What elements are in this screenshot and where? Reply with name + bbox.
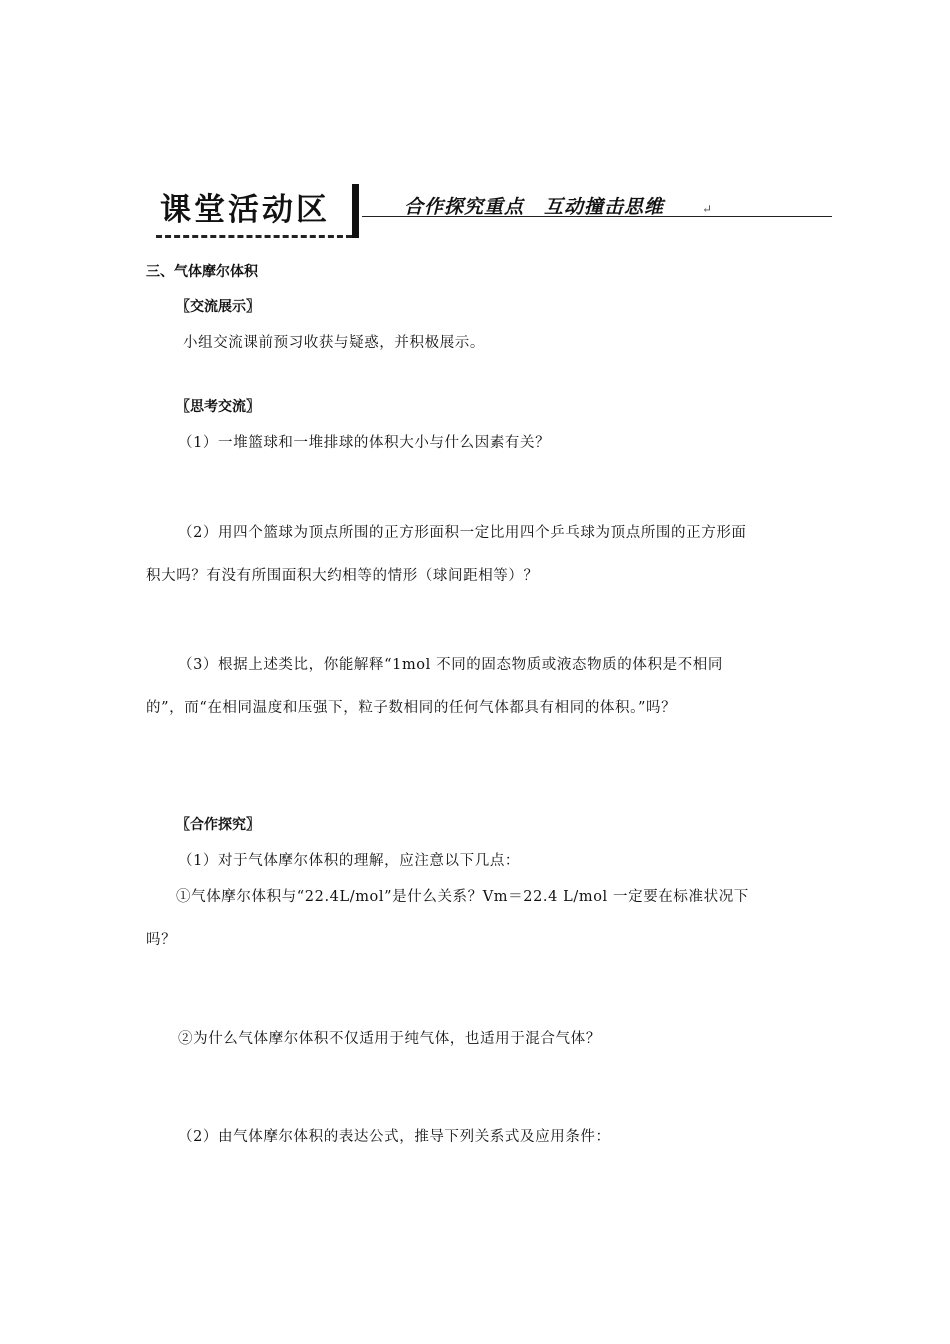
cooperation-p2: （2）由气体摩尔体积的表达公式，推导下列关系式及应用条件： <box>178 1129 611 1145</box>
banner-slogan: 合作探究重点 互动撞击思维 <box>404 196 665 218</box>
thinking-q2-line1: （2）用四个篮球为顶点所围的正方形面积一定比用四个乒乓球为顶点所围的正方形面 <box>178 525 747 541</box>
banner-title: 课堂活动区 <box>160 192 330 228</box>
banner-divider-bar <box>352 184 359 238</box>
banner-rule <box>362 216 832 217</box>
thinking-q3-line1: （3）根据上述类比，你能解释“1mol 不同的固态物质或液态物质的体积是不相同 <box>178 657 723 673</box>
section-heading: 三、气体摩尔体积 <box>146 264 258 280</box>
thinking-q1: （1）一堆篮球和一堆排球的体积大小与什么因素有关？ <box>178 435 551 451</box>
cooperation-c2: ②为什么气体摩尔体积不仅适用于纯气体，也适用于混合气体？ <box>178 1031 601 1047</box>
exchange-text: 小组交流课前预习收获与疑惑，并积极展示。 <box>183 335 485 351</box>
cooperation-c1-line1: ①气体摩尔体积与“22.4L/mol”是什么关系？Vm＝22.4 L/mol 一定要在标准状况下 <box>176 889 749 905</box>
thinking-q3-line2: 的”，而“在相同温度和压强下，粒子数相同的任何气体都具有相同的体积。”吗？ <box>146 700 677 716</box>
return-mark-icon: ↵ <box>702 202 713 216</box>
exchange-heading: 〖交流展示〗 <box>176 299 260 315</box>
thinking-heading: 〖思考交流〗 <box>176 399 260 415</box>
cooperation-heading: 〖合作探究〗 <box>176 817 260 833</box>
banner-dashed-underline <box>156 235 352 238</box>
cooperation-c1-line2: 吗？ <box>146 932 177 948</box>
thinking-q2-line2: 积大吗？有没有所围面积大约相等的情形（球间距相等）？ <box>146 568 539 584</box>
cooperation-p1: （1）对于气体摩尔体积的理解，应注意以下几点： <box>178 853 521 869</box>
